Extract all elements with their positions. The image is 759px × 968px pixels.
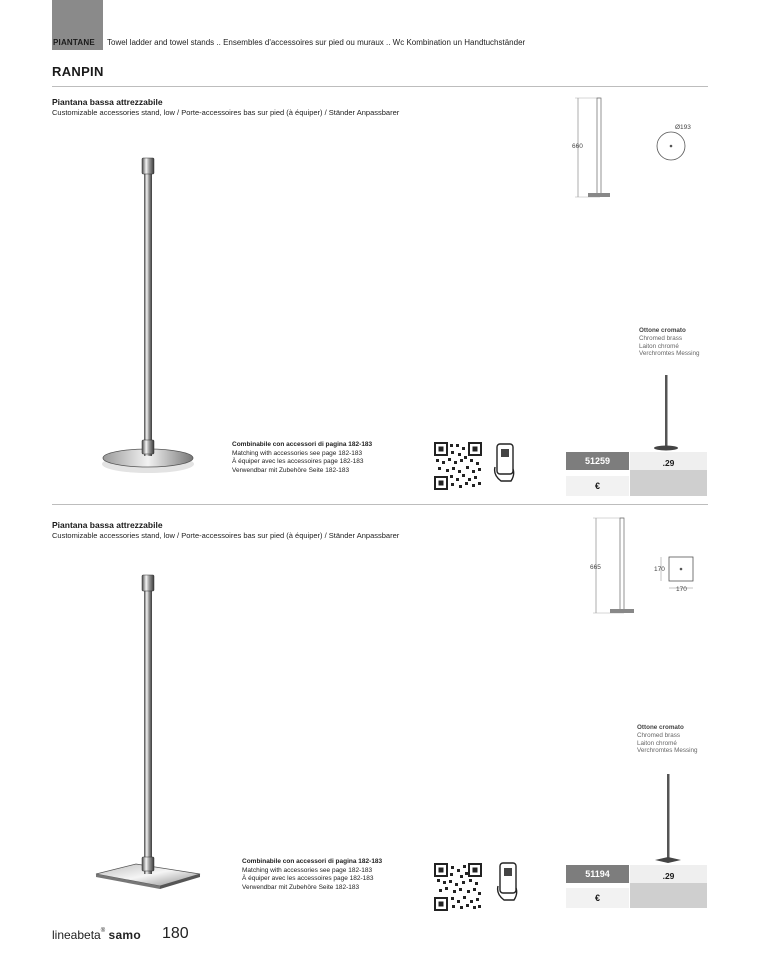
product-2-currency: € bbox=[566, 888, 629, 908]
product-1-thumbnail bbox=[646, 372, 686, 452]
product-1-top-drawing bbox=[655, 130, 689, 164]
product-2-finish bbox=[637, 724, 698, 755]
product-1-combinable-title: Combinabile con accessori di pagina 182-183 bbox=[232, 441, 373, 448]
category-description: Towel ladder and towel stands .. Ensembles d'accessoires sur pied ou muraux .. Wc Kombination un Handtuchständer bbox=[107, 38, 526, 47]
series-title: RANPIN bbox=[52, 64, 104, 79]
product-2-thumbnail bbox=[648, 770, 688, 865]
product-1-finish-code: .29 bbox=[630, 452, 707, 470]
product-1-combinable-de: Verwendbar mit Zubehöre Seite 182-183 bbox=[232, 466, 350, 474]
product-1-combinable-fr: À équiper avec les accessoires page 182-183 bbox=[232, 458, 364, 465]
product-1-price-cell bbox=[630, 470, 707, 496]
product-1-finish-fr: Laiton chromé bbox=[639, 342, 679, 350]
product-2-height-dimension: 665 bbox=[590, 564, 601, 571]
product-2-code: 51194 bbox=[566, 865, 629, 883]
product-2-smartphone-scan-icon bbox=[496, 862, 522, 902]
product-2-finish-fr: Laiton chromé bbox=[637, 739, 677, 747]
product-1-photo bbox=[95, 150, 205, 480]
product-1-side-drawing bbox=[570, 95, 640, 205]
product-1-title: Piantana bassa attrezzabile bbox=[52, 97, 163, 107]
product-1-finish bbox=[639, 327, 700, 358]
footer-brand-logo: lineabeta® samo bbox=[52, 928, 142, 942]
product-2-subtitle: Customizable accessories stand, low / Porte-accessoires bas sur pied (à équiper) / Ständer Anpassbarer bbox=[52, 531, 400, 540]
product-2-finish-name: Ottone cromato bbox=[637, 724, 684, 731]
product-1-diameter-dimension: Ø193 bbox=[675, 124, 691, 131]
divider-middle bbox=[52, 504, 708, 505]
product-2-side-b-dimension: 170 bbox=[676, 586, 687, 593]
product-1-finish-de: Verchromtes Messing bbox=[639, 350, 700, 358]
product-2-qr-code-icon[interactable] bbox=[434, 863, 482, 911]
product-1-subtitle: Customizable accessories stand, low / Porte-accessoires bas sur pied (à équiper) / Ständer Anpassbarer bbox=[52, 108, 400, 117]
product-2-side-a-dimension: 170 bbox=[654, 566, 665, 573]
footer-brand-light: lineabeta bbox=[52, 928, 101, 942]
product-1-smartphone-scan-icon bbox=[493, 443, 519, 483]
product-1-combinable-en: Matching with accessories see page 182-183 bbox=[232, 449, 363, 457]
product-1-height-dimension: 660 bbox=[572, 143, 583, 150]
product-2-combinable-note bbox=[242, 858, 382, 892]
product-1-currency: € bbox=[566, 476, 629, 496]
product-2-title: Piantana bassa attrezzabile bbox=[52, 520, 163, 530]
product-1-code: 51259 bbox=[566, 452, 629, 470]
product-2-photo bbox=[92, 568, 207, 893]
product-1-combinable-note bbox=[232, 441, 372, 475]
product-1-finish-en: Chromed brass bbox=[639, 334, 683, 342]
product-2-finish-code: .29 bbox=[630, 865, 707, 883]
product-1-finish-name: Ottone cromato bbox=[639, 327, 686, 334]
product-1-qr-code-icon[interactable] bbox=[434, 442, 482, 490]
divider-top bbox=[52, 86, 708, 87]
product-2-combinable-de: Verwendbar mit Zubehöre Seite 182-183 bbox=[242, 883, 360, 891]
product-2-finish-en: Chromed brass bbox=[637, 731, 681, 739]
product-2-combinable-en: Matching with accessories see page 182-183 bbox=[242, 866, 373, 874]
category-label: PIANTANE bbox=[53, 38, 95, 47]
product-2-combinable-fr: À équiper avec les accessoires page 182-183 bbox=[242, 875, 374, 882]
product-2-combinable-title: Combinabile con accessori di pagina 182-183 bbox=[242, 858, 383, 865]
footer-brand-bold: samo bbox=[108, 928, 142, 942]
page-number: 180 bbox=[162, 925, 189, 942]
product-2-finish-de: Verchromtes Messing bbox=[637, 747, 698, 755]
product-2-price-cell bbox=[630, 883, 707, 908]
